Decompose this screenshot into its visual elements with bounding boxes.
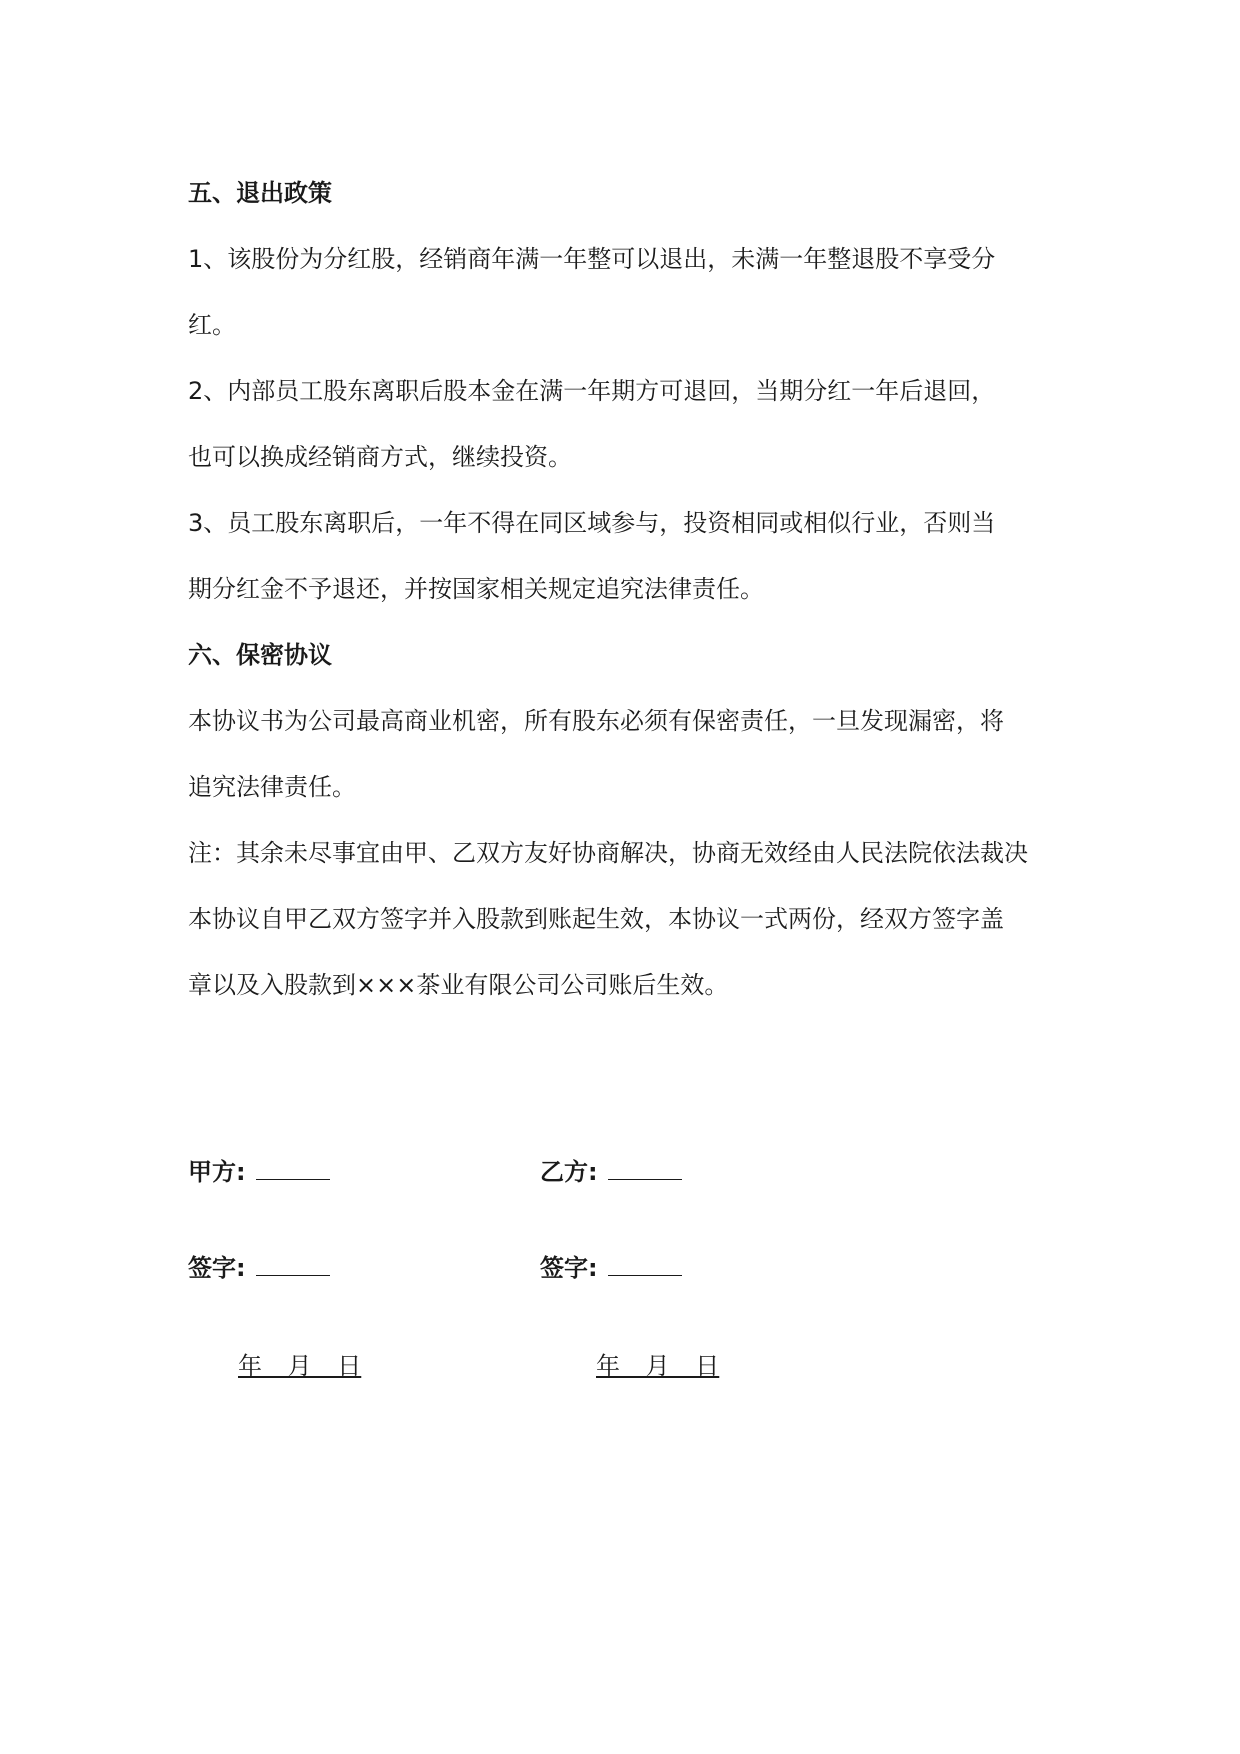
sign-a-line — [188, 1248, 330, 1283]
party-b-label: 乙方: — [540, 1158, 598, 1186]
section-5-heading: 五、退出政策 — [188, 179, 332, 207]
party-b-signature-line — [540, 1152, 682, 1187]
party-a-label: 甲方: — [188, 1158, 246, 1186]
section-6-line-2: 追究法律责任。 — [188, 773, 356, 801]
sign-a-label: 签字: — [188, 1254, 246, 1282]
party-a-blank[interactable] — [256, 1159, 330, 1180]
sign-b-label: 签字: — [540, 1254, 598, 1282]
sign-b-line — [540, 1248, 682, 1283]
section-6-line-4: 本协议自甲乙双方签字并入股款到账起生效，本协议一式两份，经双方签字盖 — [188, 905, 1004, 933]
document-body — [188, 172, 1068, 1030]
section-5-line-6: 期分红金不予退还，并按国家相关规定追究法律责任。 — [188, 575, 764, 603]
section-6-line-1: 本协议书为公司最高商业机密，所有股东必须有保密责任，一旦发现漏密，将 — [188, 707, 1004, 735]
section-5-line-2: 红。 — [188, 311, 236, 339]
section-5-line-5: 3、员工股东离职后，一年不得在同区域参与，投资相同或相似行业，否则当 — [188, 509, 996, 537]
section-5-line-4: 也可以换成经销商方式，继续投资。 — [188, 443, 572, 471]
sign-b-blank[interactable] — [608, 1255, 682, 1276]
sign-a-blank[interactable] — [256, 1255, 330, 1276]
section-6-line-5: 章以及入股款到×××茶业有限公司公司账后生效。 — [188, 971, 729, 999]
party-b-date: 年 月 日 — [596, 1352, 720, 1380]
section-5-line-3: 2、内部员工股东离职后股本金在满一年期方可退回，当期分红一年后退回， — [188, 377, 996, 405]
section-6-line-3: 注：其余未尽事宜由甲、乙双方友好协商解决，协商无效经由人民法院依法裁决 — [188, 839, 1028, 867]
party-b-blank[interactable] — [608, 1159, 682, 1180]
section-6-heading: 六、保密协议 — [188, 641, 332, 669]
party-a-signature-line — [188, 1152, 330, 1187]
section-5-line-1: 1、该股份为分红股，经销商年满一年整可以退出，未满一年整退股不享受分 — [188, 245, 996, 273]
party-a-date: 年 月 日 — [238, 1352, 362, 1380]
